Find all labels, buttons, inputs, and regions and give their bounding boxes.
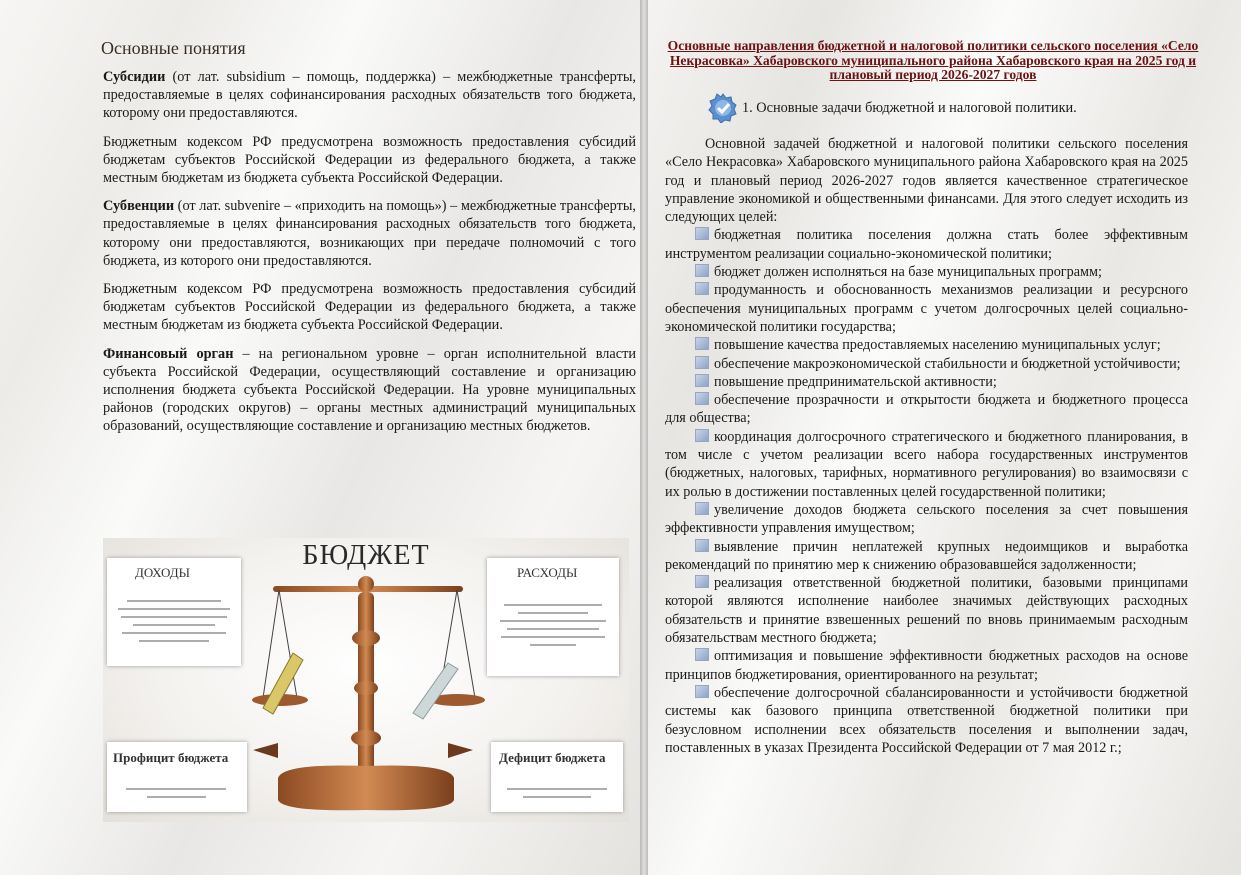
task-title: 1. Основные задачи бюджетной и налоговой политики. <box>742 99 1077 116</box>
section-title: Основные понятия <box>101 38 246 58</box>
definition-paragraph: Бюджетным кодексом РФ предусмотрена возможность предоставления субсидий бюджетам субъектов Российской Федерации из федерального бюджета, а также местным бюджетам из бюджета субъекта Российской Федерации. <box>103 281 636 334</box>
definition-paragraph: Субсидии (от лат. subsidium – помощь, поддержка) – межбюджетные трансферты, предоставляемые в целях софинансирования расходных обязательств того бюджета, которому они предоставляются. <box>103 69 636 122</box>
goal-item: координация долгосрочного стратегического и бюджетного планирования, в том числе с учетом реализации всего набора государственных инструментов (бюджетных, налоговых, тарифных, нормативного регулирования) во взаимосвязи с их ролью в достижении поставленных целей государственной политики; <box>665 428 1188 500</box>
square-bullet-icon <box>695 374 709 387</box>
checkmark-badge-icon <box>708 93 738 123</box>
document-heading: Основные направления бюджетной и налоговой политики сельского поселения «Село Некрасовка» Хабаровского муниципального района Хабаровского края на 2025 год и плановый период 2026-2027 годов <box>667 38 1199 83</box>
goal-item: оптимизация и повышение эффективности бюджетных расходов на основе принципов бюджетирования, ориентированного на результат; <box>665 648 1188 683</box>
square-bullet-icon <box>695 282 709 295</box>
square-bullet-icon <box>695 337 709 350</box>
definition-paragraph: Бюджетным кодексом РФ предусмотрена возможность предоставления субсидий бюджетам субъектов Российской Федерации из федерального бюджета, а также местным бюджетам из бюджета субъекта Российской Федерации. <box>103 133 636 187</box>
budget-illustration <box>103 538 629 822</box>
square-bullet-icon <box>695 502 709 515</box>
task-heading <box>708 93 1077 123</box>
square-bullet-icon <box>695 227 709 240</box>
goal-item: обеспечение долгосрочной сбалансированности и устойчивости бюджетной системы как базового принципа ответственной бюджетной политики при безусловном исполнении всех обязательств поселения и выполнении задач, поставленных в указах Президента Российской Федерации от 7 мая 2012 г.; <box>665 684 1188 756</box>
goal-item: повышение предпринимательской активности; <box>665 373 1188 391</box>
goal-item: увеличение доходов бюджета сельского поселения за счет повышения эффективности управления имуществом; <box>665 501 1188 537</box>
goal-item: повышение качества предоставляемых населению муниципальных услуг; <box>665 336 1188 354</box>
goal-item: реализация ответственной бюджетной политики, базовыми принципами которой являются исполнение наиболее значимых действующих расходных обязательств и принятие взвешенных решений по вновь принимаемым расходным обязательствам местного бюджета; <box>665 575 1188 647</box>
square-bullet-icon <box>695 264 709 277</box>
goal-item: бюджет должен исполняться на базе муниципальных программ; <box>665 263 1188 281</box>
expenses-panel: РАСХОДЫ <box>487 558 619 676</box>
goal-item: выявление причин неплатежей крупных недоимщиков и выработка рекомендаций по принятию мер к снижению образовавшейся задолженности; <box>665 538 1188 573</box>
definitions-text <box>103 68 636 446</box>
square-bullet-icon <box>695 685 709 698</box>
square-bullet-icon <box>695 539 709 552</box>
surplus-panel: Профицит бюджета <box>107 742 247 812</box>
goal-item: бюджетная политика поселения должна стать более эффективным инструментом реализации социально-экономической политики; <box>665 227 1188 262</box>
square-bullet-icon <box>695 648 709 661</box>
scales-icon <box>103 538 629 822</box>
figure-title: БЮДЖЕТ <box>302 540 430 571</box>
definition-paragraph: Субвенции (от лат. subvenire – «приходить на помощь») – межбюджетные трансферты, предоставляемые в целях финансирования расходных обязательств того бюджета, которому они предоставляются, возникающих при передаче полномочий с того бюджета, из которого они предоставляются. <box>103 198 636 269</box>
square-bullet-icon <box>695 429 709 442</box>
goal-item: обеспечение прозрачности и открытости бюджета и бюджетного процесса для общества; <box>665 392 1188 427</box>
square-bullet-icon <box>695 575 709 588</box>
square-bullet-icon <box>695 392 709 405</box>
goals-text <box>665 135 1188 757</box>
goal-item: обеспечение макроэкономической стабильности и бюджетной устойчивости; <box>665 355 1188 373</box>
page-spine <box>640 0 648 875</box>
goal-list <box>665 226 1188 757</box>
intro-paragraph: Основной задачей бюджетной и налоговой политики сельского поселения «Село Некрасовка» Хабаровского муниципального района Хабаровского края на 2025 год и плановый период 2026-2027 годов является качественное стратегическое управление экономикой и общественными финансами. Для этого следует исходить из следующих целей: <box>665 136 1188 226</box>
definition-paragraph: Финансовый орган – на региональном уровне – орган исполнительной власти субъекта Российской Федерации, осуществляющий составление и организацию исполнения бюджета субъекта Российской Федерации. На уровне муниципальных районов (городских округов) – органы местных администраций муниципальных образований, осуществляющие составление и организацию местных бюджетов. <box>103 345 637 435</box>
income-panel: ДОХОДЫ <box>107 558 241 666</box>
square-bullet-icon <box>695 356 709 369</box>
deficit-panel: Дефицит бюджета <box>491 742 623 812</box>
goal-item: продуманность и обоснованность механизмов реализации и ресурсного обеспечения муниципальных программ с учетом долгосрочных целей социально-экономической политики государства; <box>665 282 1188 335</box>
